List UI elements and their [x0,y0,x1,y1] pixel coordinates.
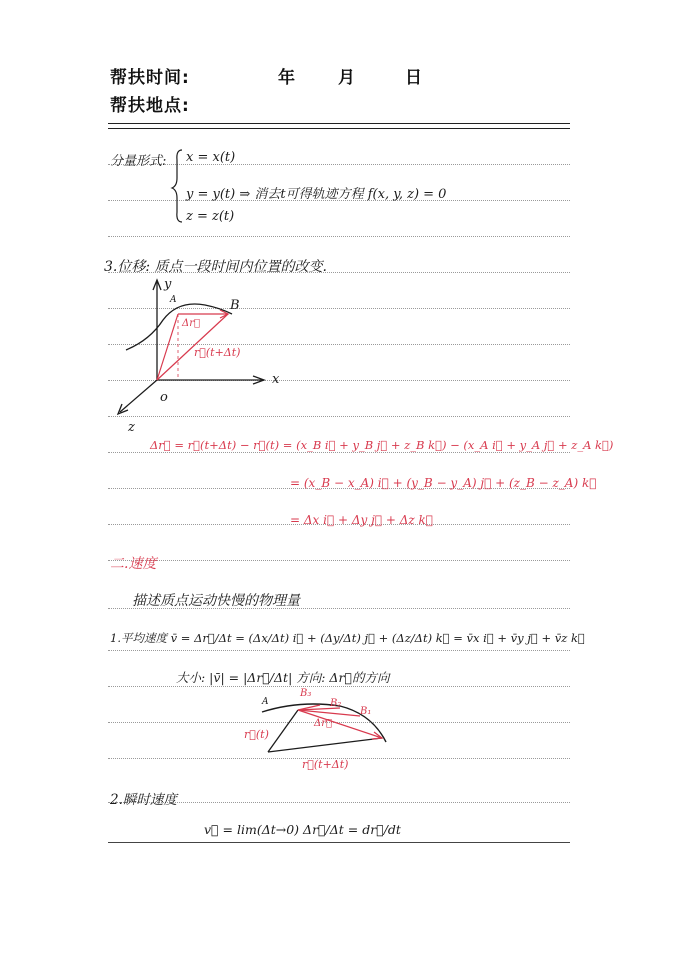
month-label: 月 [338,68,356,88]
equation-z: z = z(t) [186,209,235,224]
point-a-label: A [170,295,177,305]
displacement-title: 3.位移: 质点一段时间内位置的改变. [104,259,327,275]
diagram2-r-t-dt: r⃗(t+Δt) [302,758,349,771]
z-axis-label: z [128,420,135,435]
help-place-label: 帮扶地点: [110,96,190,116]
delta-r-equation-3: = Δx i⃗ + Δy j⃗ + Δz k⃗ [290,513,433,527]
delta-r-label: Δr⃗ [182,318,201,329]
day-label: 日 [405,68,423,88]
equation-x: x = x(t) [186,150,236,165]
help-time-label: 帮扶时间: [110,68,190,88]
velocity-magnitude-direction: 大小: |v̄| = |Δr⃗/Δt| 方向: Δr⃗的方向 [176,670,390,685]
velocity-section-title: 二.速度 [110,556,157,572]
r-t-dt-label: r⃗(t+Δt) [194,346,241,359]
instantaneous-velocity-equation: v⃗ = lim(Δt→0) Δr⃗/Δt = dr⃗/dt [204,822,401,837]
diagram2-b1: B₁ [360,706,372,717]
origin-label: o [160,390,168,405]
component-form-label: 分量形式: [110,154,167,169]
delta-r-equation-2: = (x_B − x_A) i⃗ + (y_B − y_A) j⃗ + (z_B − z_A) k⃗ [290,476,597,490]
year-label: 年 [278,68,296,88]
average-velocity-equation: 1.平均速度 v̄ = Δr⃗/Δt = (Δx/Δt) i⃗ + (Δy/Δt) j⃗ + (Δz/Δt) k⃗ = v̄x i⃗ + v̄y j⃗ + v̄z k⃗ [110,631,585,645]
delta-r-equation-1: Δr⃗ = r⃗(t+Δt) − r⃗(t) = (x_B i⃗ + y_B j⃗ + z_B k⃗) − (x_A i⃗ + y_A j⃗ + z_A k⃗) [150,438,614,452]
point-b-label: B [230,298,240,313]
equation-y: y = y(t) ⇒ 消去t可得轨迹方程 f(x, y, z) = 0 [186,187,447,202]
diagram2-point-a: A [262,697,269,707]
diagram2-r-t: r⃗(t) [244,728,269,741]
diagram2-b2: B₂ [330,698,342,709]
diagram2-delta-r: Δr⃗ [314,718,333,729]
velocity-description: 描述质点运动快慢的物理量 [132,593,300,609]
x-axis-label: x [272,372,280,387]
y-axis-label: y [164,277,172,292]
instantaneous-velocity-title: 2.瞬时速度 [110,792,177,808]
diagram2-b3: B₃ [300,688,312,699]
